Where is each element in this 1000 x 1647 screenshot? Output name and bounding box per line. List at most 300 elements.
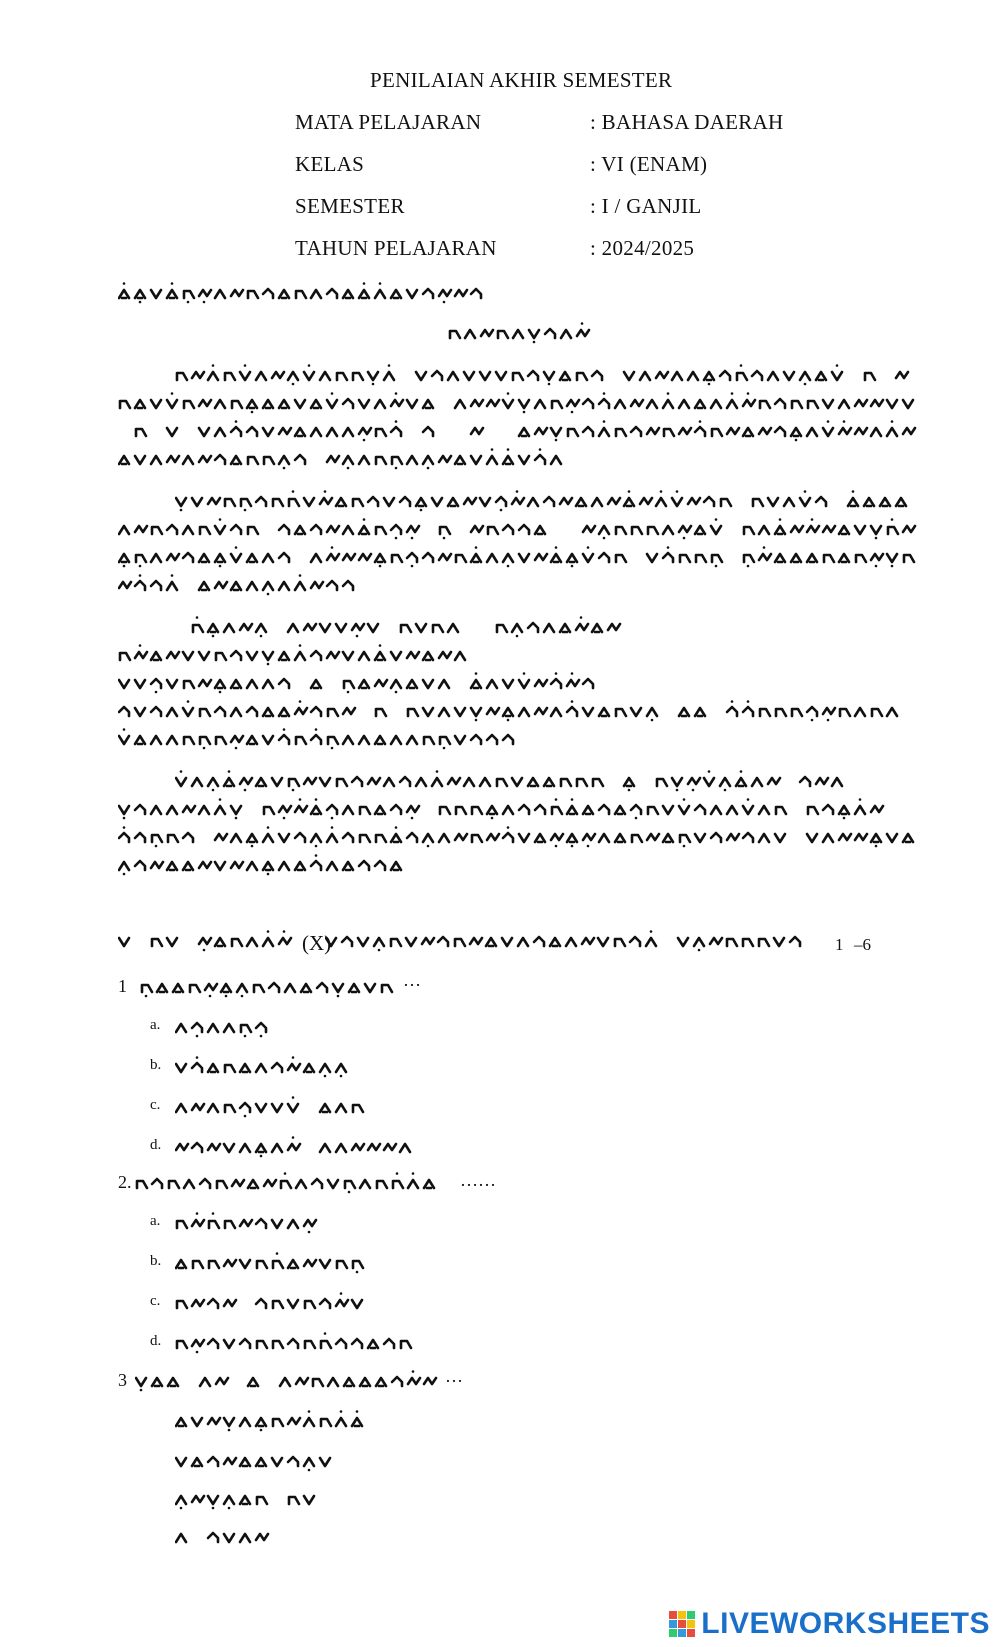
lontara-diacritic	[635, 817, 638, 820]
lontara-diacritic	[396, 1172, 399, 1175]
lontara-glyph	[336, 1064, 346, 1072]
lontara-line	[175, 490, 915, 512]
lontara-glyph	[423, 680, 433, 688]
lontara-glyph	[295, 455, 305, 464]
question-3-ellipsis: …	[445, 1366, 463, 1386]
lontara-diacritic	[292, 490, 295, 493]
lontara-glyph	[311, 400, 321, 408]
lontara-glyph	[311, 582, 323, 588]
lontara-glyph	[135, 290, 145, 298]
lontara-glyph	[264, 807, 274, 814]
lontara-glyph	[567, 834, 577, 842]
option-letter: a.	[150, 1213, 161, 1229]
lontara-glyph	[391, 525, 401, 534]
lontara-glyph	[263, 400, 273, 408]
lontara-diacritic	[140, 1389, 143, 1392]
lontara-glyph	[855, 834, 867, 840]
lontara-line	[118, 282, 488, 304]
lontara-glyph	[192, 1418, 202, 1426]
lontara-glyph	[288, 1220, 298, 1228]
lontara-glyph	[304, 1418, 314, 1426]
lontara-glyph	[256, 1418, 266, 1426]
lontara-glyph	[503, 525, 513, 534]
lontara-diacritic	[225, 995, 228, 998]
lontara-glyph	[727, 707, 737, 716]
lontara-glyph	[177, 1341, 187, 1348]
lontara-diacritic	[260, 1429, 263, 1432]
lontara-glyph	[215, 582, 227, 588]
lontara-glyph	[487, 735, 497, 744]
lontara-line	[448, 322, 598, 344]
lontara-diacritic	[731, 392, 734, 395]
lontara-glyph	[343, 833, 353, 842]
lontara-glyph	[599, 399, 609, 408]
lontara-glyph	[711, 526, 721, 534]
lontara-glyph	[496, 497, 506, 506]
lontara-glyph	[151, 679, 161, 688]
lontara-glyph	[376, 527, 386, 534]
lontara-glyph	[256, 1299, 266, 1308]
lontara-glyph	[192, 372, 204, 378]
lontara-glyph	[704, 497, 714, 506]
lontara-glyph	[487, 680, 497, 688]
lontara-glyph	[352, 624, 364, 630]
lontara-glyph	[288, 372, 298, 380]
lontara-glyph	[311, 554, 321, 562]
lontara-glyph	[279, 582, 289, 590]
lontara-glyph	[279, 652, 289, 660]
lontara-diacritic	[587, 845, 590, 848]
lontara-glyph	[376, 429, 386, 436]
lontara-glyph	[176, 1024, 186, 1032]
lontara-glyph	[664, 429, 674, 436]
lontara-glyph	[727, 806, 737, 814]
lontara-line	[118, 798, 918, 820]
lontara-glyph	[279, 679, 289, 688]
lontara-diacritic	[548, 383, 551, 386]
lontara-glyph	[503, 554, 513, 562]
lontara-glyph	[567, 554, 577, 562]
lontara-glyph	[240, 1534, 250, 1542]
lontara-glyph	[173, 984, 183, 992]
lontara-glyph	[871, 834, 881, 842]
lontara-diacritic	[555, 546, 558, 549]
lontara-glyph	[695, 805, 705, 814]
lontara-glyph	[279, 806, 291, 812]
lontara-glyph	[503, 806, 513, 814]
lontara-glyph	[480, 778, 490, 786]
lontara-glyph	[672, 372, 682, 380]
lontara-glyph	[279, 735, 289, 744]
lontara-glyph	[263, 708, 273, 716]
lontara-glyph	[320, 1144, 330, 1152]
lontara-glyph	[903, 400, 913, 408]
lontara-glyph	[790, 937, 800, 946]
lontara-diacritic	[219, 518, 222, 521]
lontara-diacritic	[859, 798, 862, 801]
lontara-glyph	[721, 499, 731, 506]
lontara-glyph	[333, 984, 343, 992]
lontara-glyph	[311, 861, 321, 870]
lontara-diacritic	[219, 798, 222, 801]
lontara-glyph	[184, 681, 194, 688]
lontara-glyph	[248, 291, 258, 298]
lontara-glyph	[528, 778, 538, 786]
lontara-glyph	[200, 527, 210, 534]
lontara-diacritic	[187, 301, 190, 304]
lontara-glyph	[377, 1181, 387, 1188]
lontara-glyph	[215, 806, 225, 814]
lontara-glyph	[503, 735, 513, 744]
lontara-glyph	[119, 680, 129, 688]
lontara-glyph	[896, 498, 906, 506]
lontara-diacritic	[667, 392, 670, 395]
lontara-glyph	[327, 428, 337, 436]
lontara-glyph	[577, 779, 587, 786]
lontara-glyph	[279, 428, 291, 434]
lontara-glyph	[615, 400, 625, 408]
lontara-glyph	[455, 939, 465, 946]
lontara-glyph	[616, 709, 626, 716]
lontara-glyph	[152, 939, 162, 946]
lontara-glyph	[208, 1064, 218, 1072]
lontara-diacritic	[795, 439, 798, 442]
lontara-glyph	[807, 428, 817, 436]
lontara-glyph	[416, 372, 426, 380]
lontara-glyph	[368, 624, 378, 632]
lontara-glyph	[136, 555, 146, 562]
lontara-diacritic	[180, 770, 183, 773]
lontara-glyph	[759, 554, 771, 560]
lontara-diacritic	[212, 1212, 215, 1215]
lontara-glyph	[776, 807, 786, 814]
lontara-diacritic	[491, 448, 494, 451]
lontara-glyph	[254, 985, 264, 992]
lontara-glyph	[135, 833, 145, 842]
lontara-line	[175, 1212, 325, 1234]
lontara-glyph	[823, 834, 833, 842]
lontara-glyph	[424, 737, 434, 744]
lontara-diacritic	[260, 1035, 263, 1038]
question-2-ellipsis: ……	[460, 1170, 496, 1190]
lontara-diacritic	[715, 518, 718, 521]
lontara-glyph	[176, 1144, 188, 1150]
lontara-glyph	[392, 555, 402, 562]
lontara-diacritic	[123, 826, 126, 829]
lontara-glyph	[231, 834, 241, 842]
liveworksheets-brand: LIVEWORKSHEETS	[701, 1607, 990, 1640]
class-value: : VI (ENAM)	[590, 152, 708, 176]
lontara-diacritic	[875, 565, 878, 568]
lontara-glyph	[583, 679, 593, 688]
lontara-glyph	[215, 428, 225, 436]
lontara-glyph	[487, 456, 497, 464]
lontara-diacritic	[411, 817, 414, 820]
lontara-glyph	[624, 498, 634, 506]
lontara-glyph	[433, 625, 443, 632]
lontara-diacritic	[251, 411, 254, 414]
lontara-glyph	[368, 1144, 380, 1150]
lontara-glyph	[272, 778, 282, 786]
lontara-glyph	[359, 290, 369, 298]
lontara-glyph	[151, 400, 161, 408]
lontara-glyph	[224, 624, 234, 632]
lontara-glyph	[440, 737, 450, 744]
lontara-glyph	[304, 1220, 316, 1226]
lontara-glyph	[551, 834, 563, 840]
lontara-glyph	[352, 1418, 362, 1426]
lontara-glyph	[583, 806, 593, 814]
lontara-glyph	[450, 331, 460, 338]
lontara-glyph	[455, 708, 465, 716]
lontara-glyph	[304, 1458, 314, 1466]
lontara-glyph	[887, 400, 897, 408]
lontara-glyph	[519, 525, 529, 534]
lontara-glyph	[343, 428, 353, 436]
lontara-glyph	[199, 554, 209, 562]
lontara-glyph	[647, 834, 659, 840]
lontara-glyph	[119, 290, 129, 298]
lontara-glyph	[583, 834, 595, 840]
lontara-glyph	[727, 939, 737, 946]
lontara-diacritic	[571, 672, 574, 675]
lontara-diacritic	[443, 301, 446, 304]
lontara-glyph	[592, 371, 602, 380]
lontara-glyph	[263, 554, 273, 562]
lontara-glyph	[528, 623, 538, 632]
lontara-glyph	[224, 1024, 234, 1032]
lontara-diacritic	[523, 411, 526, 414]
lontara-glyph	[151, 862, 163, 868]
lontara-glyph	[296, 291, 306, 298]
lontara-glyph	[560, 624, 570, 632]
lontara-diacritic	[203, 301, 206, 304]
lontara-glyph	[345, 1181, 355, 1188]
lontara-glyph	[119, 806, 129, 814]
lontara-glyph	[231, 862, 243, 868]
lontara-diacritic	[283, 817, 286, 820]
lontara-glyph	[599, 834, 609, 842]
lontara-diacritic	[420, 509, 423, 512]
lontara-diacritic	[219, 565, 222, 568]
lontara-glyph	[272, 1458, 282, 1466]
lontara-line	[175, 1332, 420, 1354]
lontara-glyph	[448, 498, 458, 506]
lontara-glyph	[225, 373, 235, 380]
lontara-glyph	[727, 834, 739, 840]
lontara-line	[118, 392, 918, 414]
lontara-glyph	[401, 625, 411, 632]
lontara-glyph	[176, 1534, 186, 1542]
lontara-glyph	[471, 526, 483, 532]
lontara-diacritic	[836, 364, 839, 367]
lontara-glyph	[711, 400, 721, 408]
lontara-glyph	[391, 680, 401, 688]
lontara-glyph	[231, 427, 241, 436]
lontara-glyph	[455, 834, 467, 840]
lontara-glyph	[359, 456, 369, 464]
lontara-glyph	[288, 624, 298, 632]
lontara-glyph	[192, 778, 202, 786]
lontara-glyph	[288, 1339, 298, 1348]
lontara-glyph	[592, 498, 602, 506]
lontara-diacritic	[555, 672, 558, 675]
lontara-diacritic	[212, 635, 215, 638]
lontara-diacritic	[843, 420, 846, 423]
lontara-glyph	[439, 456, 451, 462]
lontara-diacritic	[891, 420, 894, 423]
lontara-diacritic	[123, 565, 126, 568]
lontara-glyph	[240, 1496, 250, 1504]
lontara-diacritic	[628, 789, 631, 792]
lontara-diacritic	[276, 1252, 279, 1255]
lontara-glyph	[359, 400, 369, 408]
lontara-glyph	[205, 984, 217, 990]
lontara-diacritic	[212, 364, 215, 367]
lontara-glyph	[382, 985, 392, 992]
lontara-glyph	[199, 806, 209, 814]
lontara-glyph	[695, 708, 705, 716]
lontara-diacritic	[852, 490, 855, 493]
lontara-glyph	[880, 498, 890, 506]
lontara-glyph	[232, 401, 242, 408]
lontara-glyph	[241, 1025, 251, 1032]
lontara-glyph	[342, 937, 352, 946]
lontara-glyph	[631, 708, 641, 716]
lontara-line	[175, 1488, 325, 1510]
lontara-glyph	[855, 526, 865, 534]
lontara-glyph	[774, 938, 784, 946]
lontara-glyph	[177, 1221, 187, 1228]
lontara-glyph	[438, 937, 448, 946]
lontara-glyph	[199, 938, 211, 944]
lontara-glyph	[285, 984, 295, 992]
lontara-glyph	[528, 371, 538, 380]
lontara-glyph	[535, 400, 545, 408]
lontara-glyph	[359, 861, 369, 870]
lontara-glyph	[871, 806, 883, 812]
lontara-glyph	[215, 680, 225, 688]
lontara-glyph	[648, 807, 658, 814]
lontara-glyph	[577, 330, 589, 336]
lontara-diacritic	[692, 789, 695, 792]
lontara-glyph	[177, 1301, 187, 1308]
lontara-glyph	[327, 581, 337, 590]
lontara-glyph	[247, 652, 257, 660]
lontara-glyph	[432, 498, 442, 506]
lontara-glyph	[519, 400, 529, 408]
lontara-glyph	[272, 1063, 282, 1072]
lontara-glyph	[232, 1180, 244, 1186]
lontara-glyph	[727, 400, 737, 408]
lontara-glyph	[576, 498, 586, 506]
lontara-glyph	[167, 708, 177, 716]
lontara-glyph	[839, 806, 849, 814]
lontara-glyph	[529, 330, 539, 338]
lontara-line	[118, 546, 918, 568]
lontara-glyph	[775, 526, 785, 534]
lontara-diacritic	[324, 1332, 327, 1335]
lontara-line	[118, 826, 918, 848]
lontara-glyph	[807, 834, 817, 842]
lontara-glyph	[768, 498, 778, 506]
lontara-glyph	[215, 834, 227, 840]
lontara-diacritic	[724, 789, 727, 792]
lontara-glyph	[183, 526, 193, 534]
lontara-glyph	[120, 401, 130, 408]
lontara-glyph	[448, 372, 458, 380]
lontara-diacritic	[308, 1410, 311, 1413]
lontara-glyph	[119, 736, 129, 744]
lontara-glyph	[208, 1104, 218, 1112]
lontara-glyph	[273, 1261, 283, 1268]
lontara-diacritic	[507, 448, 510, 451]
lontara-glyph	[295, 526, 305, 534]
lontara-glyph	[343, 708, 355, 714]
lontara-glyph	[648, 527, 658, 534]
lontara-glyph	[311, 735, 321, 744]
lontara-glyph	[263, 582, 273, 590]
lontara-diacritic	[395, 826, 398, 829]
lontara-glyph	[221, 984, 231, 992]
lontara-glyph	[168, 1378, 178, 1386]
year-label: TAHUN PELAJARAN	[295, 236, 497, 260]
lontara-glyph	[224, 1496, 234, 1504]
lontara-glyph	[360, 1180, 370, 1188]
lontara-diacritic	[475, 672, 478, 675]
lontara-diacritic	[212, 1507, 215, 1510]
lontara-glyph	[775, 399, 785, 408]
lontara-glyph	[208, 372, 218, 380]
lontara-diacritic	[763, 546, 766, 549]
lontara-line	[175, 1292, 380, 1314]
lontara-diacritic	[267, 663, 270, 666]
lontara-glyph	[231, 708, 241, 716]
lontara-glyph	[257, 1497, 267, 1504]
lontara-glyph	[353, 499, 363, 506]
lontara-glyph	[328, 1180, 338, 1188]
lontara-glyph	[679, 708, 689, 716]
lontara-glyph	[678, 938, 688, 946]
lontara-line	[118, 930, 293, 952]
lontara-glyph	[647, 400, 657, 408]
lontara-diacritic	[683, 845, 686, 848]
lontara-diacritic	[491, 817, 494, 820]
lontara-glyph	[344, 681, 354, 688]
lontara-glyph	[423, 400, 433, 408]
lontara-glyph	[551, 554, 561, 562]
lontara-glyph	[256, 624, 266, 632]
lontara-glyph	[647, 554, 657, 562]
lontara-diacritic	[315, 798, 318, 801]
lontara-diacritic	[676, 490, 679, 493]
lontara-glyph	[823, 805, 833, 814]
lontara-glyph	[208, 498, 220, 504]
lontara-glyph	[360, 807, 370, 814]
lontara-diacritic	[235, 420, 238, 423]
lontara-diacritic	[388, 364, 391, 367]
lontara-glyph	[401, 1341, 411, 1348]
lontara-glyph	[311, 525, 321, 534]
lontara-glyph	[136, 1378, 146, 1386]
lontara-glyph	[432, 371, 442, 380]
lontara-glyph	[416, 498, 426, 506]
lontara-glyph	[263, 736, 273, 744]
lontara-glyph	[528, 498, 538, 506]
lontara-diacritic	[244, 364, 247, 367]
semester-value: : I / GANJIL	[590, 194, 702, 218]
lontara-diacritic	[123, 728, 126, 731]
